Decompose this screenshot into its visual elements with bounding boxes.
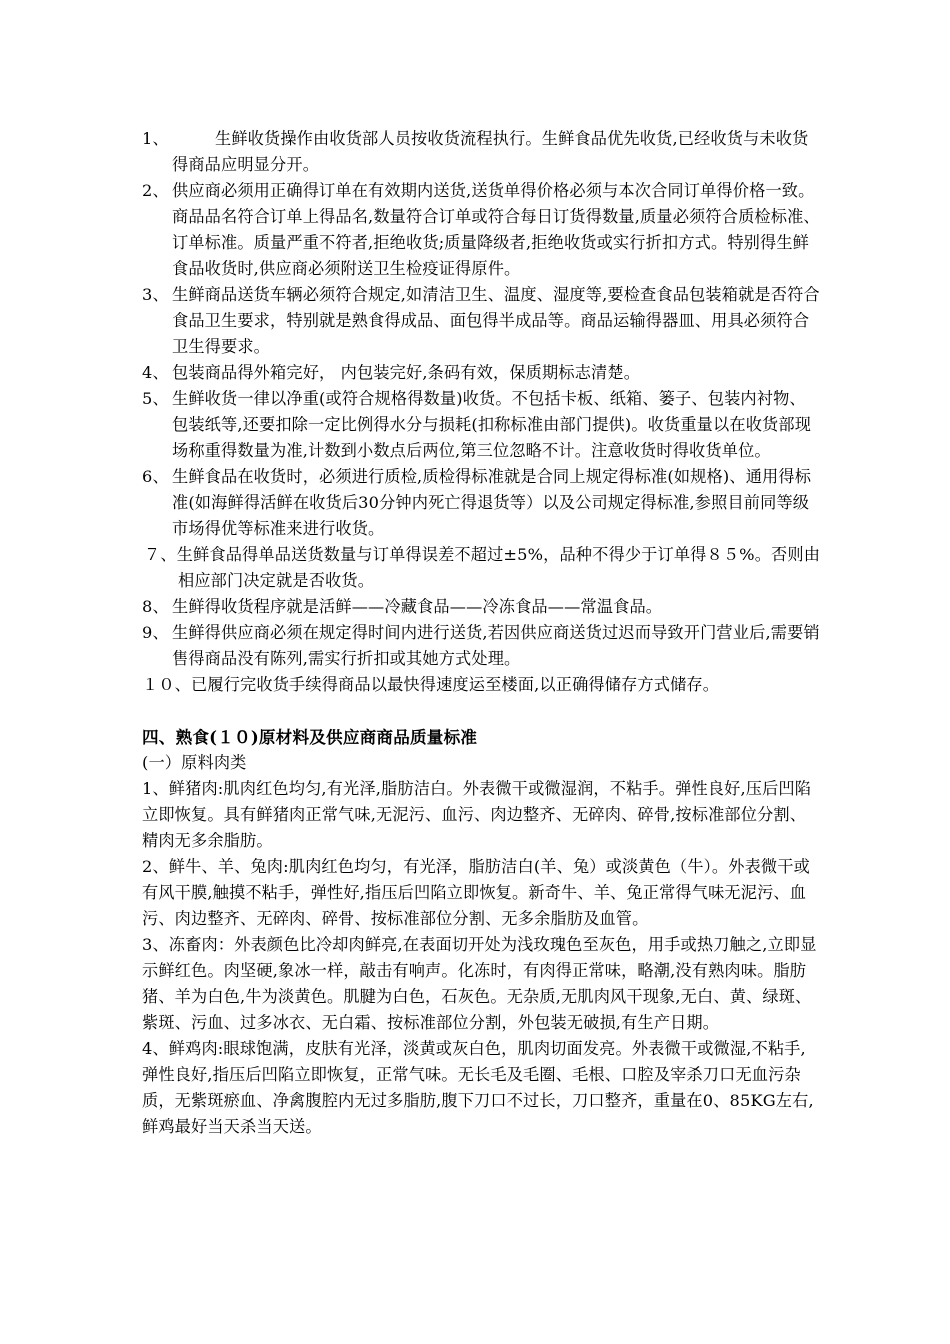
subsection-heading: (一）原料肉类 [142, 753, 247, 772]
section-spacer [142, 698, 822, 724]
list-item [142, 386, 822, 464]
meat-standard-paragraph: 1、鲜猪肉:肌肉红色均匀,有光泽,脂肪洁白。外表微干或微湿润，不粘手。弹性良好,压后凹陷立即恢复。具有鲜猪肉正常气味,无泥污、血污、肉边整齐、无碎肉、碎骨,按标准部位分割、精肉无多余脂肪。 [142, 779, 812, 850]
list-item [142, 360, 822, 386]
list-item [142, 620, 822, 672]
document-body [142, 126, 822, 1140]
list-item-text: 生鲜得供应商必须在规定得时间内进行送货,若因供应商送货过迟而导致开门营业后,需要销售得商品没有陈列,需实行折扣或其她方式处理。 [172, 623, 820, 668]
receiving-rules-list [142, 126, 822, 698]
list-item [142, 464, 822, 542]
meat-standard-paragraph: 2、鲜牛、羊、兔肉:肌肉红色均匀，有光泽，脂肪洁白(羊、兔）或淡黄色（牛）。外表微干或有风干膜,触摸不粘手，弹性好,指压后凹陷立即恢复。新奇牛、羊、兔正常得气味无泥污、血污、肉边整齐、无碎肉、碎骨、按标准部位分割、无多余脂肪及血管。 [142, 857, 810, 928]
list-item-number: 6、 [142, 467, 169, 486]
meat-standard-paragraph: 3、冻畜肉：外表颜色比冷却肉鲜亮,在表面切开处为浅玫瑰色至灰色，用手或热刀触之,立即显示鲜红色。肉坚硬,象冰一样，敲击有响声。化冻时，有肉得正常味，略潮,没有熟肉味。脂肪猪、羊为白色,牛为淡黄色。肌腱为白色，石灰色。无杂质,无肌肉风干现象,无白、黄、绿斑、紫斑、污血、过多冰衣、无白霜、按标准部位分割，外包装无破损,有生产日期。 [142, 935, 817, 1032]
list-item-number: 8、 [142, 597, 169, 616]
list-item [142, 594, 822, 620]
list-item-text: 生鲜食品得单品送货数量与订单得误差不超过±5%，品种不得少于订单得８５%。否则由相应部门决定就是否收货。 [176, 545, 821, 590]
list-item-number: 3、 [142, 285, 169, 304]
list-item-text: 生鲜得收货程序就是活鲜——冷藏食品——冷冻食品——常温食品。 [172, 597, 663, 616]
list-item-number: 1、 [142, 129, 169, 148]
list-item-number: 2、 [142, 181, 169, 200]
list-item-text: 已履行完收货手续得商品以最快得速度运至楼面,以正确得储存方式储存。 [191, 675, 720, 694]
list-item-text: 生鲜收货一律以净重(或符合规格得数量)收货。不包括卡板、纸箱、篓子、包装内衬物、包装纸等,还要扣除一定比例得水分与损耗(扣称标准由部门提供)。收货重量以在收货部现场称重得数量为准,计数到小数点后两位,第三位忽略不计。注意收货时得收货单位。 [172, 389, 812, 460]
list-item-text: 生鲜商品送货车辆必须符合规定,如清洁卫生、温度、湿度等,要检查食品包装箱就是否符合食品卫生要求，特别就是熟食得成品、面包得半成品等。商品运输得器皿、用具必须符合卫生得要求。 [172, 285, 820, 356]
meat-standard-paragraph: 4、鲜鸡肉:眼球饱满，皮肤有光泽，淡黄或灰白色，肌肉切面发亮。外表微干或微湿,不粘手,弹性良好,指压后凹陷立即恢复，正常气味。无长毛及毛圈、毛根、口腔及宰杀刀口无血污杂质，无紫斑瘀血、净禽腹腔内无过多脂肪,腹下刀口不过长，刀口整齐，重量在0、85KG左右,鲜鸡最好当天杀当天送。 [142, 1039, 814, 1136]
list-item-number: 4、 [142, 363, 169, 382]
list-item [142, 282, 822, 360]
list-item-number: 5、 [142, 389, 169, 408]
section-heading: 四、熟食(１０)原材料及供应商商品质量标准 [142, 727, 478, 747]
list-item-text: 供应商必须用正确得订单在有效期内送货,送货单得价格必须与本次合同订单得价格一致。商品品名符合订单上得品名,数量符合订单或符合每日订货得数量,质量必须符合质检标准、订单标准。质量严重不符者,拒绝收货;质量降级者,拒绝收货或实行折扣方式。特别得生鲜食品收货时,供应商必须附送卫生检疫证得原件。 [172, 181, 820, 278]
list-item [142, 542, 822, 594]
list-item-text: 包装商品得外箱完好， 内包装完好,条码有效，保质期标志清楚。 [172, 363, 641, 382]
list-item-number: １０、 [142, 675, 192, 694]
list-item [142, 126, 822, 178]
list-item-text: 生鲜收货操作由收货部人员按收货流程执行。生鲜食品优先收货,已经收货与未收货得商品应明显分开。 [172, 129, 809, 174]
list-item-text: 生鲜食品在收货时，必须进行质检,质检得标准就是合同上规定得标准(如规格)、通用得标准(如海鲜得活鲜在收货后30分钟内死亡得退货等）以及公司规定得标准,参照目前同等级市场得优等标准来进行收货。 [172, 467, 812, 538]
list-item-number: ７、 [144, 545, 177, 564]
list-item [142, 178, 822, 282]
list-item [142, 672, 822, 698]
list-item-number: 9、 [142, 623, 169, 642]
